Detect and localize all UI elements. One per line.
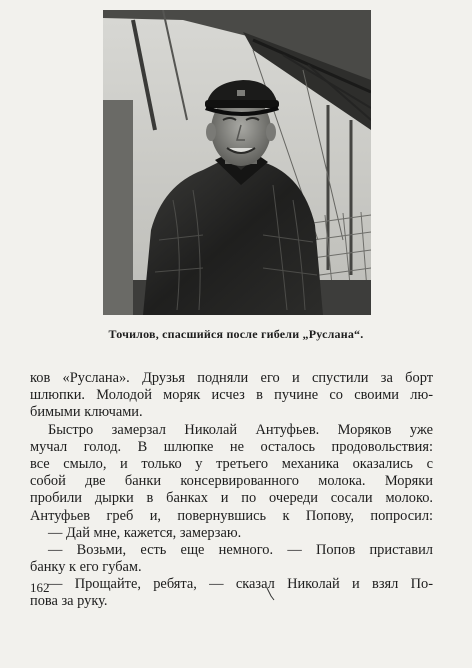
text-line: бимыми ключами. <box>30 404 143 421</box>
text-line: пова за руку. <box>30 593 108 610</box>
text-line: шлюпки. Молодой моряк исчез в пучине со своими лю- <box>30 387 433 404</box>
photo-sailor-tochilov <box>103 10 371 315</box>
text-line: — Дай мне, кажется, замерзаю. <box>48 524 242 541</box>
text-line: банку к его губам. <box>30 559 142 576</box>
text-line: мучал голод. В шлюпке не осталось продовольствия: <box>30 438 433 455</box>
text-line: ков «Руслана». Друзья подняли его и спустили за борт <box>30 370 433 386</box>
text-line: все смыло, и только у третьего механика оказались с <box>30 455 433 472</box>
body-text <box>30 370 433 611</box>
photo-caption: Точилов, спасшийся после гибели „Руслана“. <box>108 327 364 341</box>
text-line: пробили дырки в банках и по очереди сосали молоко. <box>30 490 433 507</box>
text-line: — Прощайте, ребята, — сказал Николай и взял По- <box>48 576 433 593</box>
stray-ink-mark <box>266 587 275 601</box>
photo-illustration <box>103 10 371 315</box>
text-line: Быстро замерзал Николай Антуфьев. Моряков уже <box>48 421 433 438</box>
text-line: — Возьми, есть еще немного. — Попов приставил <box>48 541 433 558</box>
page-number: 162 <box>30 580 50 595</box>
text-line: Антуфьев греб и, повернувшись к Попову, попросил: <box>30 507 433 524</box>
text-line: собой две банки консервированного молока. Моряки <box>30 473 433 490</box>
